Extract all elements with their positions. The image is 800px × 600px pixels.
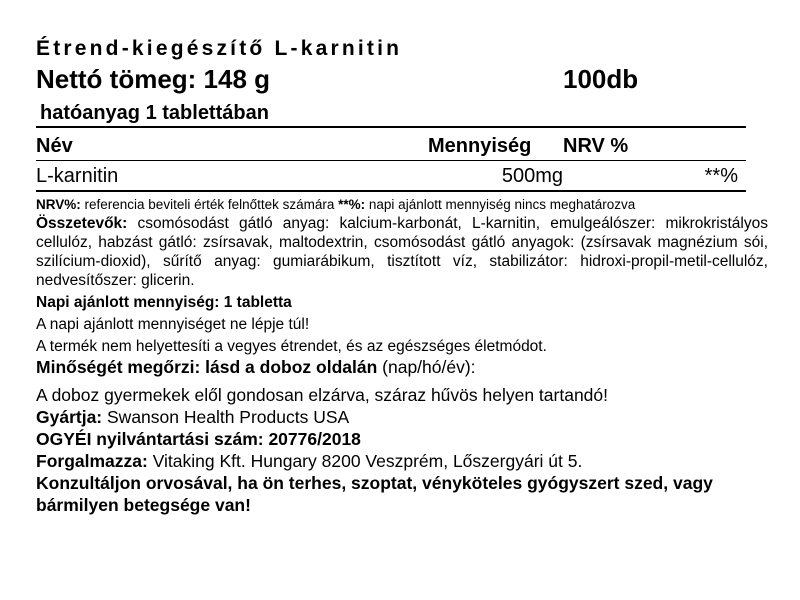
best-before xyxy=(36,356,768,378)
do-not-exceed-warning: A napi ajánlott mennyiséget ne lépje túl! xyxy=(36,316,310,333)
supplement-label xyxy=(36,36,768,516)
storage-instruction: A doboz gyermekek elől gondosan elzárva, száraz hűvös helyen tartandó! xyxy=(36,385,609,405)
ingredient-quantity: 500mg xyxy=(501,164,563,187)
nrv-footnote xyxy=(36,196,768,214)
manufacturer-label: Gyártja: xyxy=(36,407,103,427)
tablet-count: 100db xyxy=(563,64,639,94)
ingredient-nrv: **% xyxy=(704,164,738,187)
header-nrv: NRV % xyxy=(563,135,629,157)
not-substitute-note: A termék nem helyettesíti a vegyes étrendet, és az egészséges életmódot. xyxy=(36,338,547,355)
product-title: Étrend-kiegészítő L-karnitin xyxy=(36,37,403,60)
best-before-label: Minőségét megőrzi: lásd a doboz oldalán xyxy=(36,357,378,377)
medical-warning: Konzultáljon orvosával, ha ön terhes, szoptat, vényköteles gyógyszert szed, vagy bármilyen betegsége van! xyxy=(36,473,713,515)
net-weight: Nettó tömeg: 148 g xyxy=(36,64,271,94)
nrv-text: referencia beviteli érték felnőttek számára xyxy=(80,197,339,212)
ingredient-name: L-karnitin xyxy=(36,164,119,187)
ogyei-registration: OGYÉI nyilvántartási szám: 20776/2018 xyxy=(36,429,361,449)
manufacturer-value: Swanson Health Products USA xyxy=(102,407,350,427)
header-quantity: Mennyiség xyxy=(428,135,532,157)
nrv-label: NRV%: xyxy=(36,197,81,212)
manufacturer xyxy=(36,406,768,428)
daily-dose: Napi ajánlott mennyiség: 1 tabletta xyxy=(36,294,292,311)
distributor xyxy=(36,450,768,472)
distributor-label: Forgalmazza: xyxy=(36,451,148,471)
ingredients-text: csomósodást gátló anyag: kalcium-karbonát, L-karnitin, emulgeálószer: mikrokristályos cellulóz, habzást gátló: zsírsavak, maltodextrin, csomósodást gátló anyagok: (zsírsavak magnézium sói, szilícium-dioxid), sűrítő anyag: gumiarábikum, tisztított víz, stabilizátor: hidroxi-propil-metil-cellulóz, nedvesítőszer: glicerin. xyxy=(36,215,768,289)
active-ingredient-heading: hatóanyag 1 tablettában xyxy=(40,102,269,124)
weight-row xyxy=(36,64,768,94)
nrv2-text: napi ajánlott mennyiség nincs meghatározva xyxy=(365,197,636,212)
table-row xyxy=(36,161,746,192)
ingredients-paragraph xyxy=(36,214,768,290)
nrv2-label: **%: xyxy=(338,197,366,212)
distributor-value: Vitaking Kft. Hungary 8200 Veszprém, Lőszergyári út 5. xyxy=(147,451,583,471)
table-header-row xyxy=(36,127,746,161)
header-name: Név xyxy=(36,135,73,157)
ingredients-label: Összetevők: xyxy=(36,215,128,232)
nutrition-table xyxy=(36,126,746,192)
best-before-rest: (nap/hó/év): xyxy=(377,357,476,377)
